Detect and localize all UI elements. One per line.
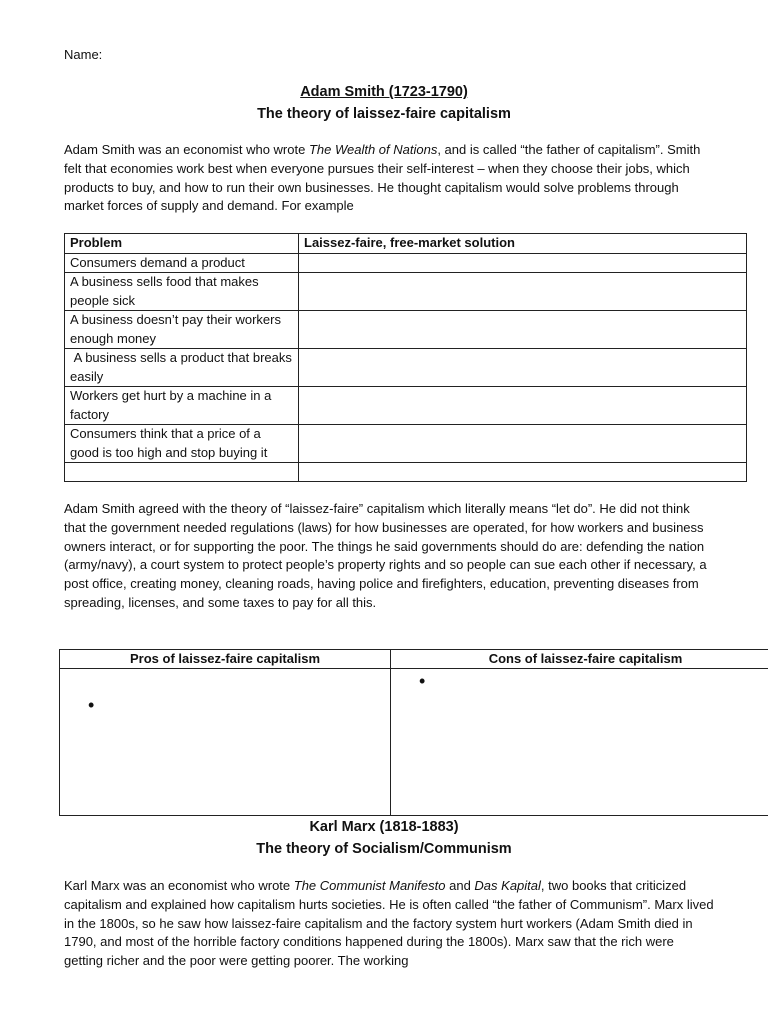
pros-cell[interactable] bbox=[60, 669, 391, 816]
solution-cell[interactable] bbox=[299, 349, 747, 387]
pros-cons-header-row bbox=[60, 650, 768, 669]
solution-cell[interactable] bbox=[299, 425, 747, 463]
adam-smith-intro-paragraph bbox=[64, 141, 714, 216]
name-label: Name: bbox=[64, 47, 103, 62]
intro-text-end: , and is called “the father of capitalism”. Smith felt that economies work best when everyone pursues their self-interest – when they choose their jobs, which products to buy, and how to run their own businesses. He thought capitalism would solve problems through market forces of supply and demand. For example bbox=[64, 142, 701, 214]
table-row bbox=[65, 387, 747, 425]
section-title-adam-smith: Adam Smith (1723-1790) bbox=[300, 84, 468, 100]
cons-header: Cons of laissez-faire capitalism bbox=[391, 650, 768, 669]
marx-intro-end: , two books that criticized capitalism and explained how capitalism hurts societies. He is often called “the father of Communism”. Marx lived in the 1800s, so he saw how laissez-faire capitalism and the factory system hurt workers (Adam Smith died in 1790, and most of the horrible factory conditions happened during the 1800s). Marx saw that the rich were getting richer and the poor were getting poorer. The working bbox=[64, 878, 714, 969]
cons-cell[interactable] bbox=[391, 669, 768, 816]
solution-header: Laissez-faire, free-market solution bbox=[299, 234, 747, 254]
solution-cell[interactable] bbox=[299, 253, 747, 273]
problem-cell: A business sells food that makes people sick bbox=[65, 273, 299, 311]
book-title-communist-manifesto: The Communist Manifesto bbox=[293, 878, 446, 893]
section-subtitle-socialism: The theory of Socialism/Communism bbox=[256, 841, 512, 857]
intro-text-start: Adam Smith was an economist who wrote bbox=[64, 142, 309, 157]
section-subtitle-laissez-faire: The theory of laissez-faire capitalism bbox=[257, 106, 511, 122]
solution-cell[interactable] bbox=[299, 387, 747, 425]
table-row bbox=[65, 349, 747, 387]
marx-intro-start: Karl Marx was an economist who wrote bbox=[64, 878, 294, 893]
table-header-row bbox=[65, 234, 747, 254]
pros-cons-table bbox=[59, 649, 768, 816]
solution-cell[interactable] bbox=[299, 463, 747, 482]
karl-marx-intro-paragraph bbox=[64, 877, 714, 971]
problem-header: Problem bbox=[65, 234, 299, 254]
pros-cons-body-row bbox=[60, 669, 768, 816]
problem-cell: Workers get hurt by a machine in a factory bbox=[65, 387, 299, 425]
section-title-karl-marx: Karl Marx (1818-1883) bbox=[309, 819, 459, 835]
bullet-icon: • bbox=[419, 671, 426, 691]
book-title-das-kapital: Das Kapital bbox=[474, 878, 541, 893]
solution-cell[interactable] bbox=[299, 273, 747, 311]
problem-cell bbox=[65, 463, 299, 482]
problem-cell: A business doesn’t pay their workers enough money bbox=[65, 311, 299, 349]
problem-cell: Consumers demand a product bbox=[65, 253, 299, 273]
solution-cell[interactable] bbox=[299, 311, 747, 349]
table-row bbox=[65, 253, 747, 273]
bullet-icon: • bbox=[88, 695, 95, 715]
problem-cell: A business sells a product that breaks easily bbox=[65, 349, 299, 387]
book-title-wealth-of-nations: The Wealth of Nations bbox=[308, 142, 438, 157]
laissez-faire-paragraph: Adam Smith agreed with the theory of “laissez-faire” capitalism which literally means “let do”. He did not think that the government needed regulations (laws) for how businesses are operated, for how workers and business owners interact, or for supporting the poor. The things he said governments should do are: defending the nation (army/navy), a court system to protect people’s property rights and so people can sue each other if necessary, a post office, creating money, cleaning roads, having police and firefighters, education, preventing diseases from spreading, licenses, and some taxes to pay for all this. bbox=[64, 501, 707, 610]
pros-header: Pros of laissez-faire capitalism bbox=[60, 650, 391, 669]
marx-intro-and: and bbox=[445, 878, 475, 893]
table-row bbox=[65, 311, 747, 349]
table-row bbox=[65, 425, 747, 463]
table-row bbox=[65, 273, 747, 311]
problem-solution-table bbox=[64, 233, 747, 482]
problem-cell: Consumers think that a price of a good is too high and stop buying it bbox=[65, 425, 299, 463]
table-row bbox=[65, 463, 747, 482]
